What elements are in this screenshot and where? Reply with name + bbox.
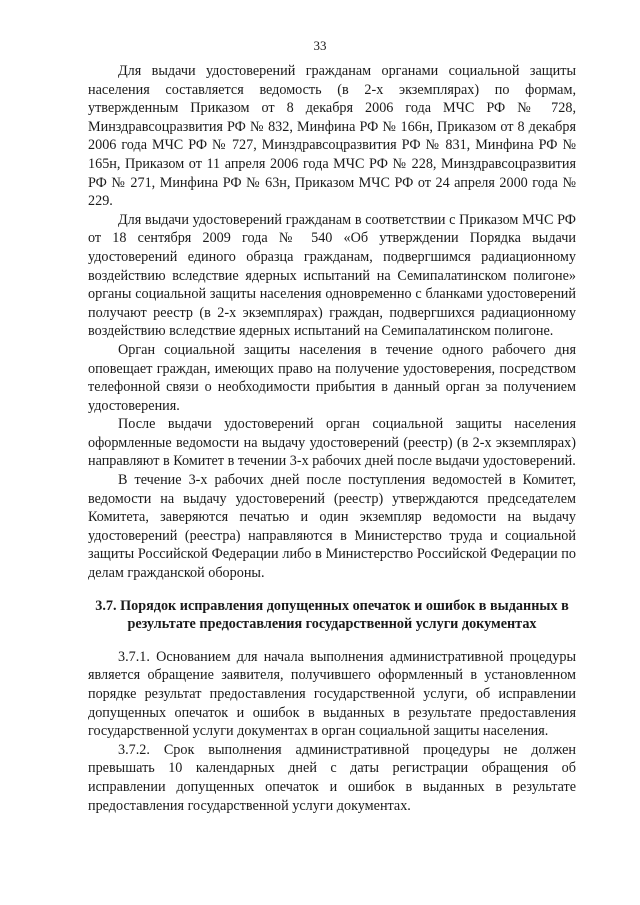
paragraph-committee-approval: В течение 3-х рабочих дней после поступления ведомостей в Комитет, ведомости на выдачу удостоверений (реестр) утверждаются председателем Комитета, заверяются печатью и один экземпляр ведомости на выдачу удостоверений (реестра) направляются в Министерство труда и социальной защиты Российской Федерации либо в Министерство Российской Федерации по делам гражданской обороны. (88, 472, 576, 582)
document-body (88, 62, 576, 815)
paragraph-after-issuance: После выдачи удостоверений орган социальной защиты населения оформленные ведомости на выдачу удостоверений (реестр) (в 2-х экземплярах) направляют в Комитет в течении 3-х рабочих дней после выдачи удостоверений. (88, 416, 576, 470)
paragraph-vedomost-forms: Для выдачи удостоверений гражданам органами социальной защиты населения составляется ведомость (в 2-х экземплярах) по формам, утвержденным Приказом от 8 декабря 2006 года МЧС РФ № 728, Минздравсоцразвития РФ № 832, Минфина РФ № 166н, Приказом от 8 декабря 2006 года МЧС РФ № 727, Минздравсоцразвития РФ № 831, Минфина РФ № 165н, Приказом от 11 апреля 2006 года МЧС РФ № 228, Минздравсоцразвития РФ № 271, Минфина РФ № 63н, Приказом МЧС РФ от 24 апреля 2000 года № 229. (88, 63, 576, 210)
section-heading-3-7: 3.7. Порядок исправления допущенных опечаток и ошибок в выданных в результате предоставления государственной услуги документах (95, 597, 569, 633)
paragraph-3-7-2: 3.7.2. Срок выполнения административной процедуры не должен превышать 10 календарных дней с даты регистрации обращения об исправлении допущенных опечаток и ошибок в выданных в результате предоставления государственной услуги документах. (88, 741, 576, 814)
paragraph-semipalatinsk-order: Для выдачи удостоверений гражданам в соответствии с Приказом МЧС РФ от 18 сентября 2009 года № 540 «Об утверждении Порядка выдачи удостоверений единого образца гражданам, подвергшимся радиационному воздействию вследствие ядерных испытаний на Семипалатинском полигоне» органы социальной защиты населения одновременно с бланками удостоверений получают реестр (в 2-х экземплярах) граждан, подвергшихся радиационному воздействию вследствие ядерных испытаний на Семипалатинском полигоне. (88, 211, 576, 340)
paragraph-notification: Орган социальной защиты населения в течение одного рабочего дня оповещает граждан, имеющих право на получение удостоверения, посредством телефонной связи о необходимости прибытия в данный орган за получением удостоверения. (88, 341, 576, 414)
paragraph-3-7-1: 3.7.1. Основанием для начала выполнения административной процедуры является обращение заявителя, получившего оформленный в установленном порядке результат предоставления государственной услуги, об исправлении допущенных опечаток и ошибок в выданных в результате предоставления государственной услуги документах в орган социальной защиты населения. (88, 648, 576, 740)
page-number: 33 (313, 38, 327, 53)
